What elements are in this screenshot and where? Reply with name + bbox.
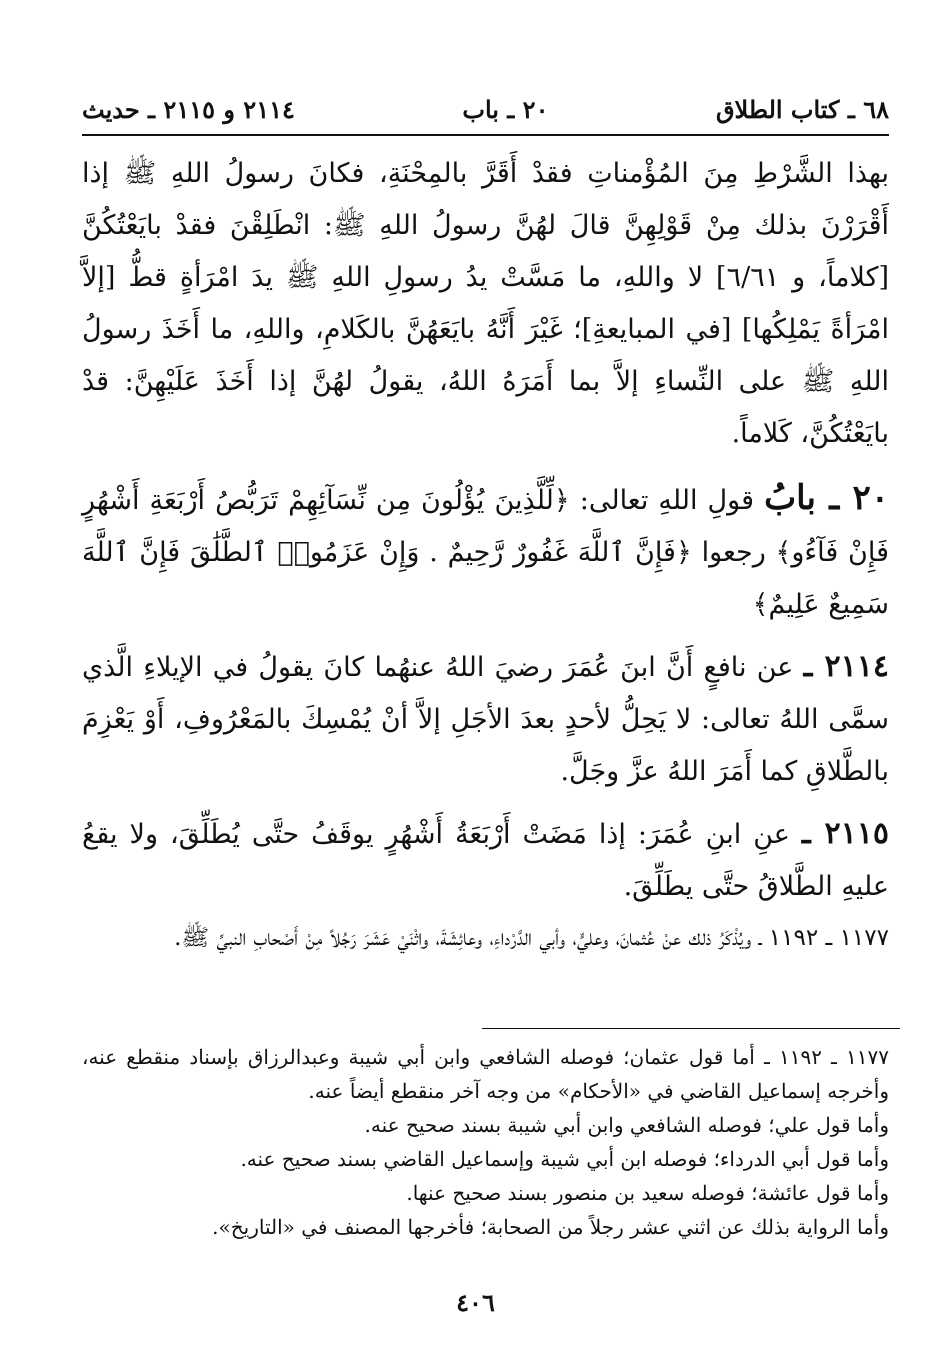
main-text	[82, 148, 889, 963]
hadith-2115-number: ٢١١٥ ـ	[801, 816, 889, 851]
hadith-2114-text: عن نافعٍ أَنَّ ابنَ عُمَرَ رضيَ اللهُ عنهُما كانَ يقولُ في الإيلاءِ الَّذي سمَّى اللهُ تعالى: لا يَحِلُّ لأحدٍ بعدَ الأجَلِ إلاَّ أنْ يُمْسِكَ بالمَعْرُوفِ، أَوْ يَعْزِمَ بالطَّلاقِ كما أَمَرَ اللهُ عزَّ وجَلَّ.	[82, 652, 889, 787]
header-hadith-range: ٢١١٤ و ٢١١٥ ـ حديث	[82, 94, 295, 124]
footnote-line: ١١٧٧ ـ ١١٩٢ ـ أما قول عثمان؛ فوصله الشافعي وابن أبي شيبة وعبدالرزاق بإسناد منقطع عنه، وأخرجه إسماعيل القاضي في «الأحكام» من وجه آخر منقطع أيضاً عنه.	[82, 1045, 890, 1103]
hadith-2115	[82, 808, 889, 913]
footnotes	[82, 1040, 889, 1244]
header-rule	[82, 134, 889, 136]
intro-paragraph: بهذا الشَّرْطِ مِنَ المُؤْمناتِ فقدْ أَقَرَّ بالمِحْنَةِ، فكانَ رسولُ اللهِ ﷺ إذا أَقْرَرْنَ بذلك مِنْ قَوْلِهِنَّ قالَ لهُنَّ رسولُ اللهِ ﷺ: انْطَلِقْنَ فقدْ بايَعْتُكُنَّ [كلاماً، و ٦/٦١] لا واللهِ، ما مَسَّتْ يدُ رسولِ اللهِ ﷺ يدَ امْرَأةٍ قطُّ [إلاَّ امْرَأةً يَمْلِكُها] [في المبايعةِ]؛ غَيْرَ أَنَّهُ بايَعَهُنَّ بالكَلامِ، واللهِ، ما أَخَذَ رسولُ اللهِ ﷺ على النِّساءِ إلاَّ بما أَمَرَهُ اللهُ، يقولُ لهُنَّ إذا أَخَذَ عَلَيْهِنَّ: قدْ بايَعْتُكُنَّ، كَلاماً.	[82, 158, 890, 449]
chapter-text: قولِ اللهِ تعالى: ﴿لِّلَّذِينَ يُؤْلُونَ مِن نِّسَآئِهِمْ تَرَبُّصُ أَرْبَعَةِ أَشْهُرٍ فَإِنْ فَآءُو﴾ رجعوا ﴿فَإِنَّ ٱللَّهَ غَفُورٌ رَّحِيمٌ . وَإِنْ عَزَمُوا۟ ٱلطَّلَٰقَ فَإِنَّ ٱللَّهَ سَمِيعٌ عَلِيمٌ﴾	[82, 485, 889, 620]
footnote-line: وأما قول علي؛ فوصله الشافعي وابن أبي شيبة بسند صحيح عنه.	[364, 1113, 889, 1137]
chapter-heading-paragraph	[82, 472, 889, 631]
chapter-number: ٢٠ ـ بابُ	[764, 478, 889, 518]
hadith-2114	[82, 641, 889, 798]
hadith-2115-text: عنِ ابنِ عُمَرَ: إذا مَضَتْ أَرْبَعَةُ أَشْهُرٍ يوقَفُ حتَّى يُطَلِّقَ، ولا يقعُ عليهِ الطَّلاقُ حتَّى يطَلِّقَ.	[82, 819, 889, 902]
header-book-title: ٦٨ ـ كتاب الطلاق	[715, 94, 889, 124]
footnote-line: وأما الرواية بذلك عن اثني عشر رجلاً من الصحابة؛ فأخرجها المصنف في «التاريخ».	[212, 1215, 889, 1239]
header-chapter: ٢٠ ـ باب	[462, 94, 549, 124]
mualaq-note: ١١٧٧ ـ ١١٩٢ ـ ويُذْكَرُ ذلك عنْ عُثمانَ، وعليٍّ، وأبي الدَّرْداءِ، وعائِشَةَ، واثْنَيْ عَشَرَ رَجُلاً مِنْ أَصْحابِ النبيِّ ﷺ.	[174, 925, 889, 951]
running-header	[82, 86, 889, 132]
footnote-line: وأما قول عائشة؛ فوصله سعيد بن منصور بسند صحيح عنها.	[406, 1181, 889, 1205]
hadith-2114-number: ٢١١٤ ـ	[803, 649, 889, 684]
footnote-line: وأما قول أبي الدرداء؛ فوصله ابن أبي شيبة وإسماعيل القاضي بسند صحيح عنه.	[240, 1147, 889, 1171]
page-number: ٤٠٦	[456, 1288, 495, 1317]
footnote-separator	[482, 1028, 900, 1029]
